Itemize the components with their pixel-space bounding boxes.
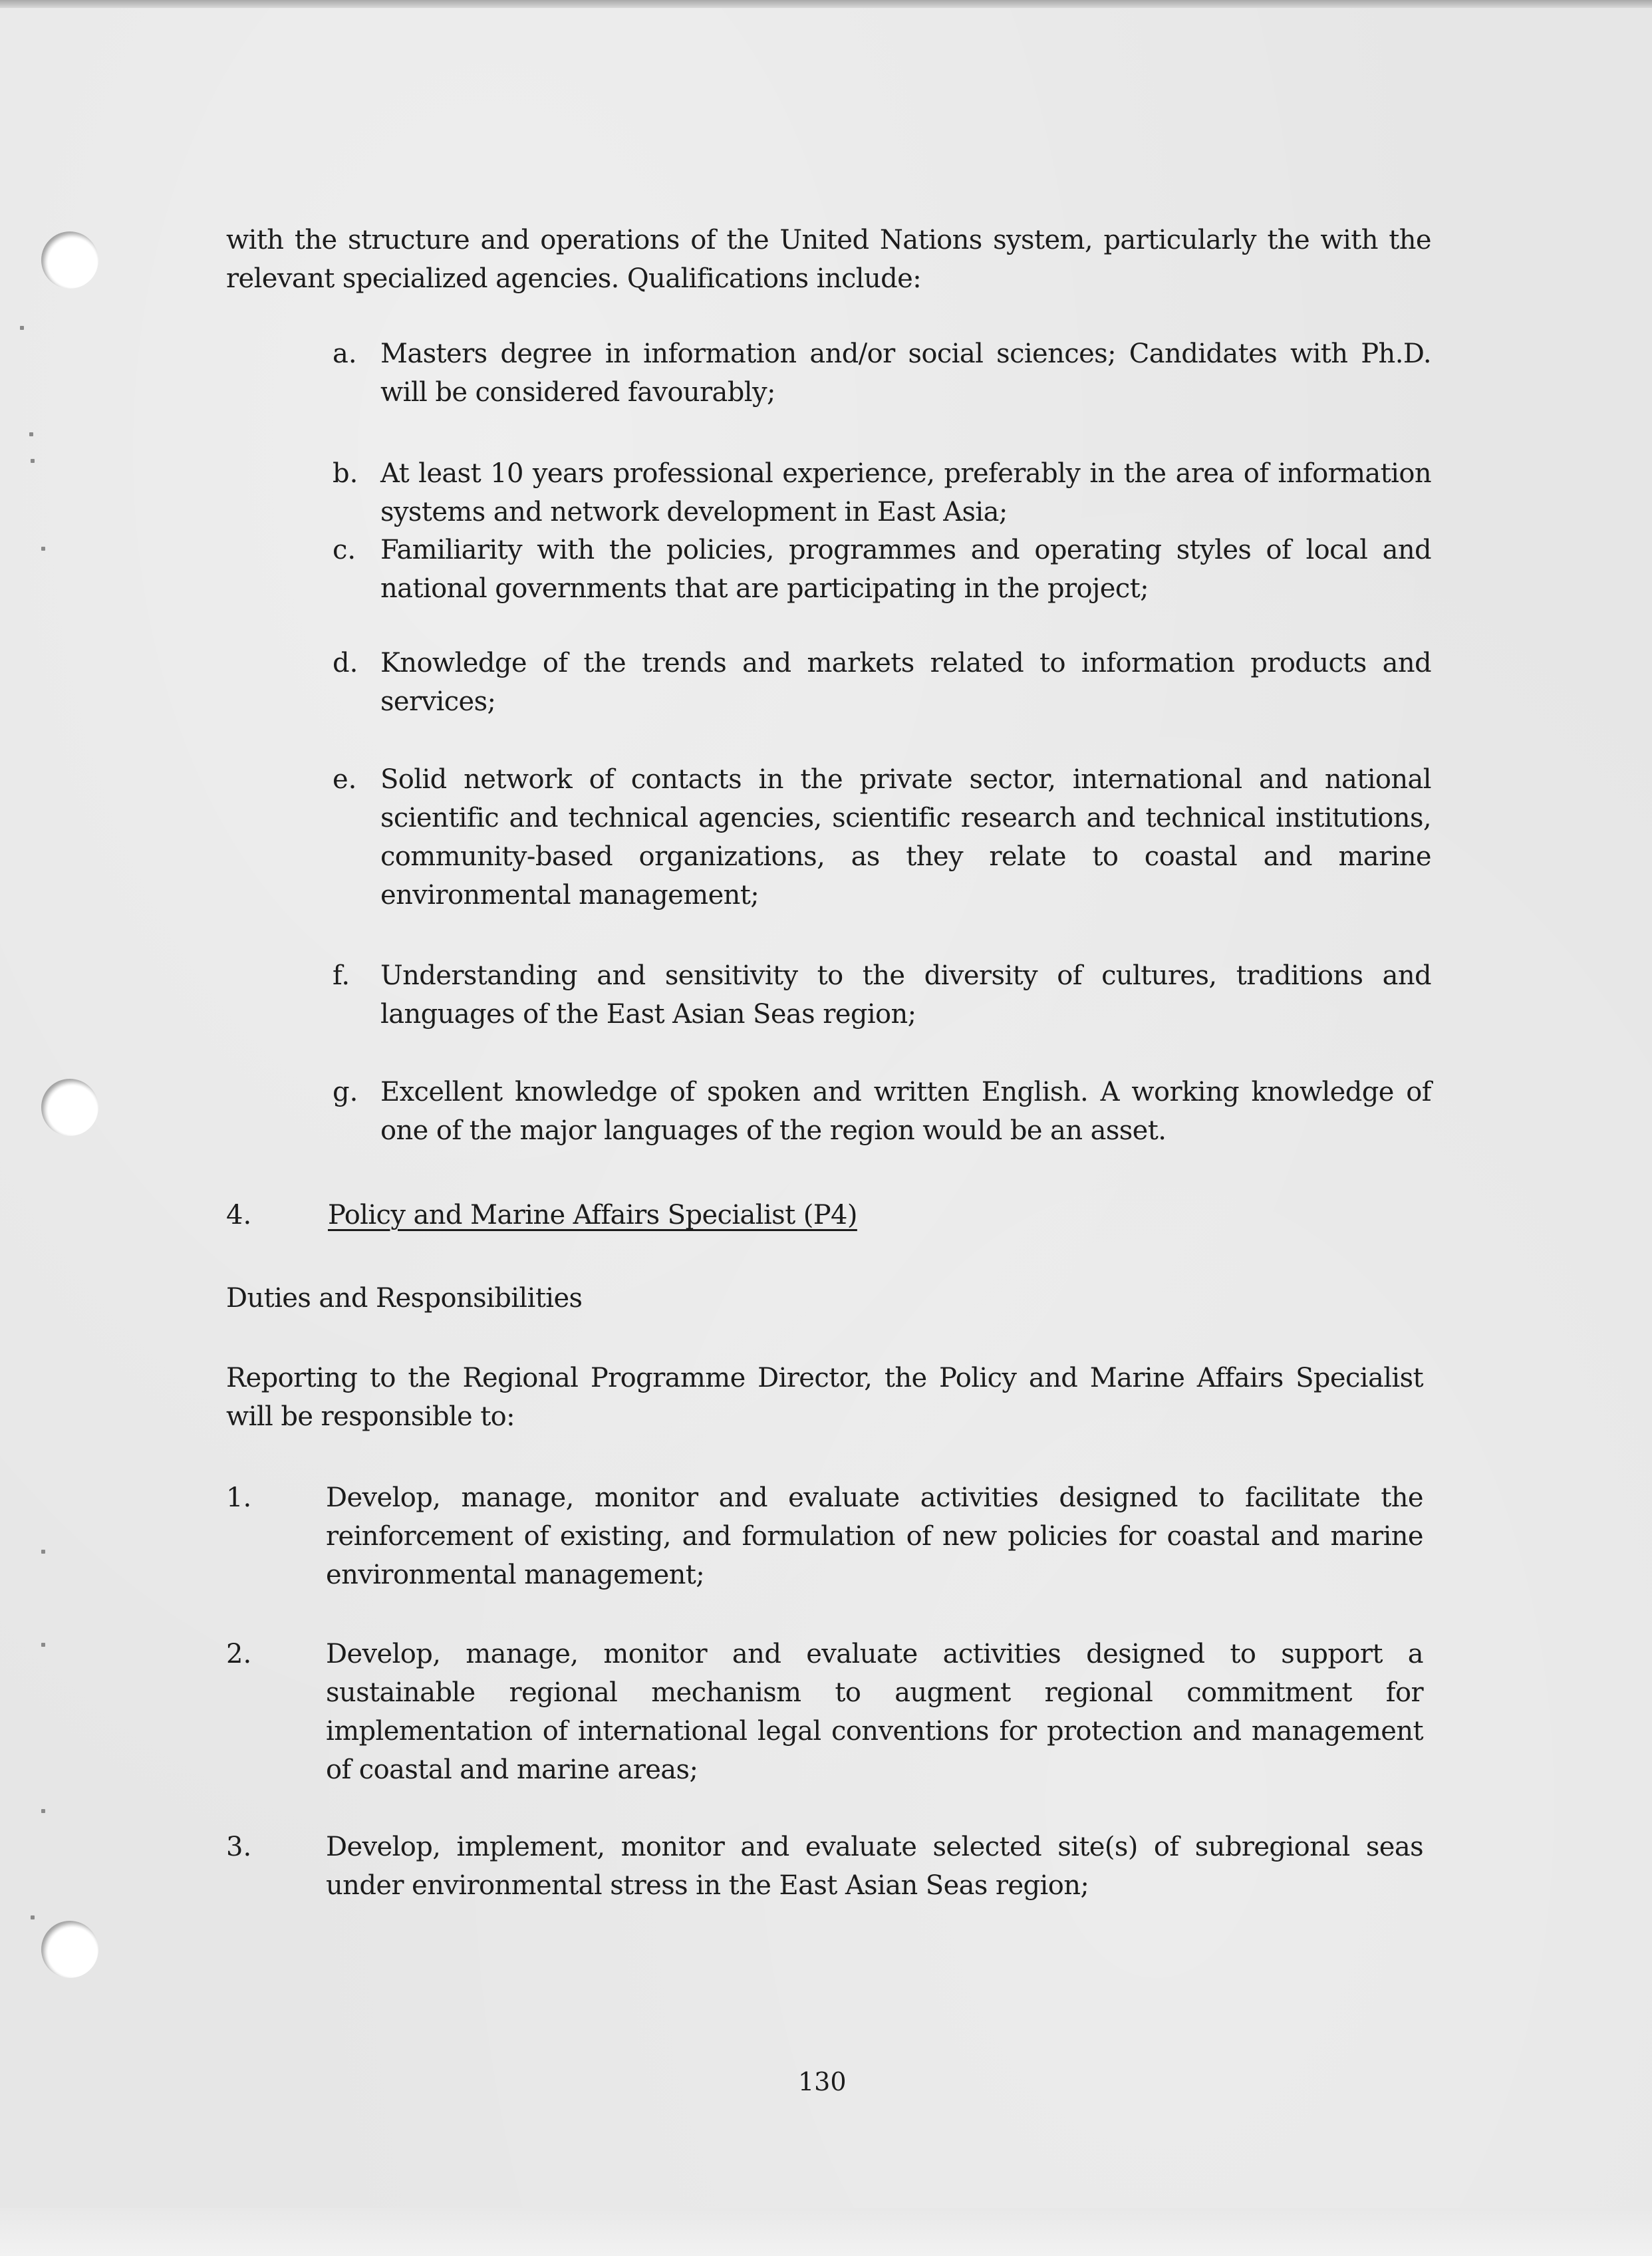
scan-bottom-edge: [0, 2208, 1652, 2256]
scan-speck: [31, 459, 35, 463]
qualification-label: a.: [333, 339, 357, 369]
scan-speck: [29, 432, 33, 436]
scan-speck: [31, 1915, 35, 1919]
scan-speck: [41, 1809, 45, 1813]
punch-hole-icon: [41, 1921, 98, 1978]
qualification-text: Knowledge of the trends and markets related to information products and services;: [380, 648, 1431, 717]
qualification-label: c.: [333, 535, 356, 565]
intro-paragraph: with the structure and operations of the United Nations system, particularly the with the relevant specialized agencies. Qualifications include:: [226, 225, 1431, 294]
duty-number: 3.: [226, 1832, 252, 1862]
qualification-text: Familiarity with the policies, programmes and operating styles of local and national governments that are participating in the project;: [380, 535, 1431, 604]
qualification-label: e.: [333, 764, 357, 795]
section-title: Policy and Marine Affairs Specialist (P4): [328, 1200, 857, 1230]
duty-number: 2.: [226, 1639, 252, 1669]
qualification-label: f.: [333, 960, 350, 991]
scan-speck: [41, 1643, 45, 1647]
qualification-text: Understanding and sensitivity to the diversity of cultures, traditions and languages of the East Asian Seas region;: [380, 960, 1431, 1030]
scan-speck: [41, 547, 45, 551]
scan-top-edge: [0, 0, 1652, 8]
scan-speck: [41, 1550, 45, 1554]
qualification-text: At least 10 years professional experience, preferably in the area of information systems and network development in East Asia;: [380, 458, 1431, 527]
section-number: 4.: [226, 1200, 252, 1230]
duty-text: Develop, manage, monitor and evaluate activities designed to facilitate the reinforcement of existing, and formulation of new policies for coastal and marine environmental management;: [326, 1482, 1423, 1590]
duty-text: Develop, manage, monitor and evaluate activities designed to support a sustainable regional mechanism to augment regional commitment for implementation of international legal conventions for protection and management of coastal and marine areas;: [326, 1639, 1423, 1785]
punch-hole-icon: [41, 1079, 98, 1136]
duty-text: Develop, implement, monitor and evaluate selected site(s) of subregional seas under environmental stress in the East Asian Seas region;: [326, 1832, 1423, 1901]
qualification-label: g.: [333, 1077, 358, 1107]
qualification-label: b.: [333, 458, 358, 489]
punch-hole-icon: [41, 231, 98, 289]
duties-heading: Duties and Responsibilities: [226, 1283, 583, 1314]
page-number: 130: [798, 2067, 847, 2096]
qualification-text: Solid network of contacts in the private sector, international and national scientific and technical agencies, scientific research and technical institutions, community-based organizations, as they relate to coastal and marine environmental management;: [380, 764, 1431, 911]
reporting-paragraph: Reporting to the Regional Programme Director, the Policy and Marine Affairs Specialist will be responsible to:: [226, 1363, 1423, 1432]
qualification-text: Masters degree in information and/or social sciences; Candidates with Ph.D. will be considered favourably;: [380, 339, 1431, 408]
scan-speck: [20, 326, 24, 330]
qualification-label: d.: [333, 648, 358, 678]
qualification-text: Excellent knowledge of spoken and written English. A working knowledge of one of the major languages of the region would be an asset.: [380, 1077, 1431, 1146]
duty-number: 1.: [226, 1482, 252, 1513]
